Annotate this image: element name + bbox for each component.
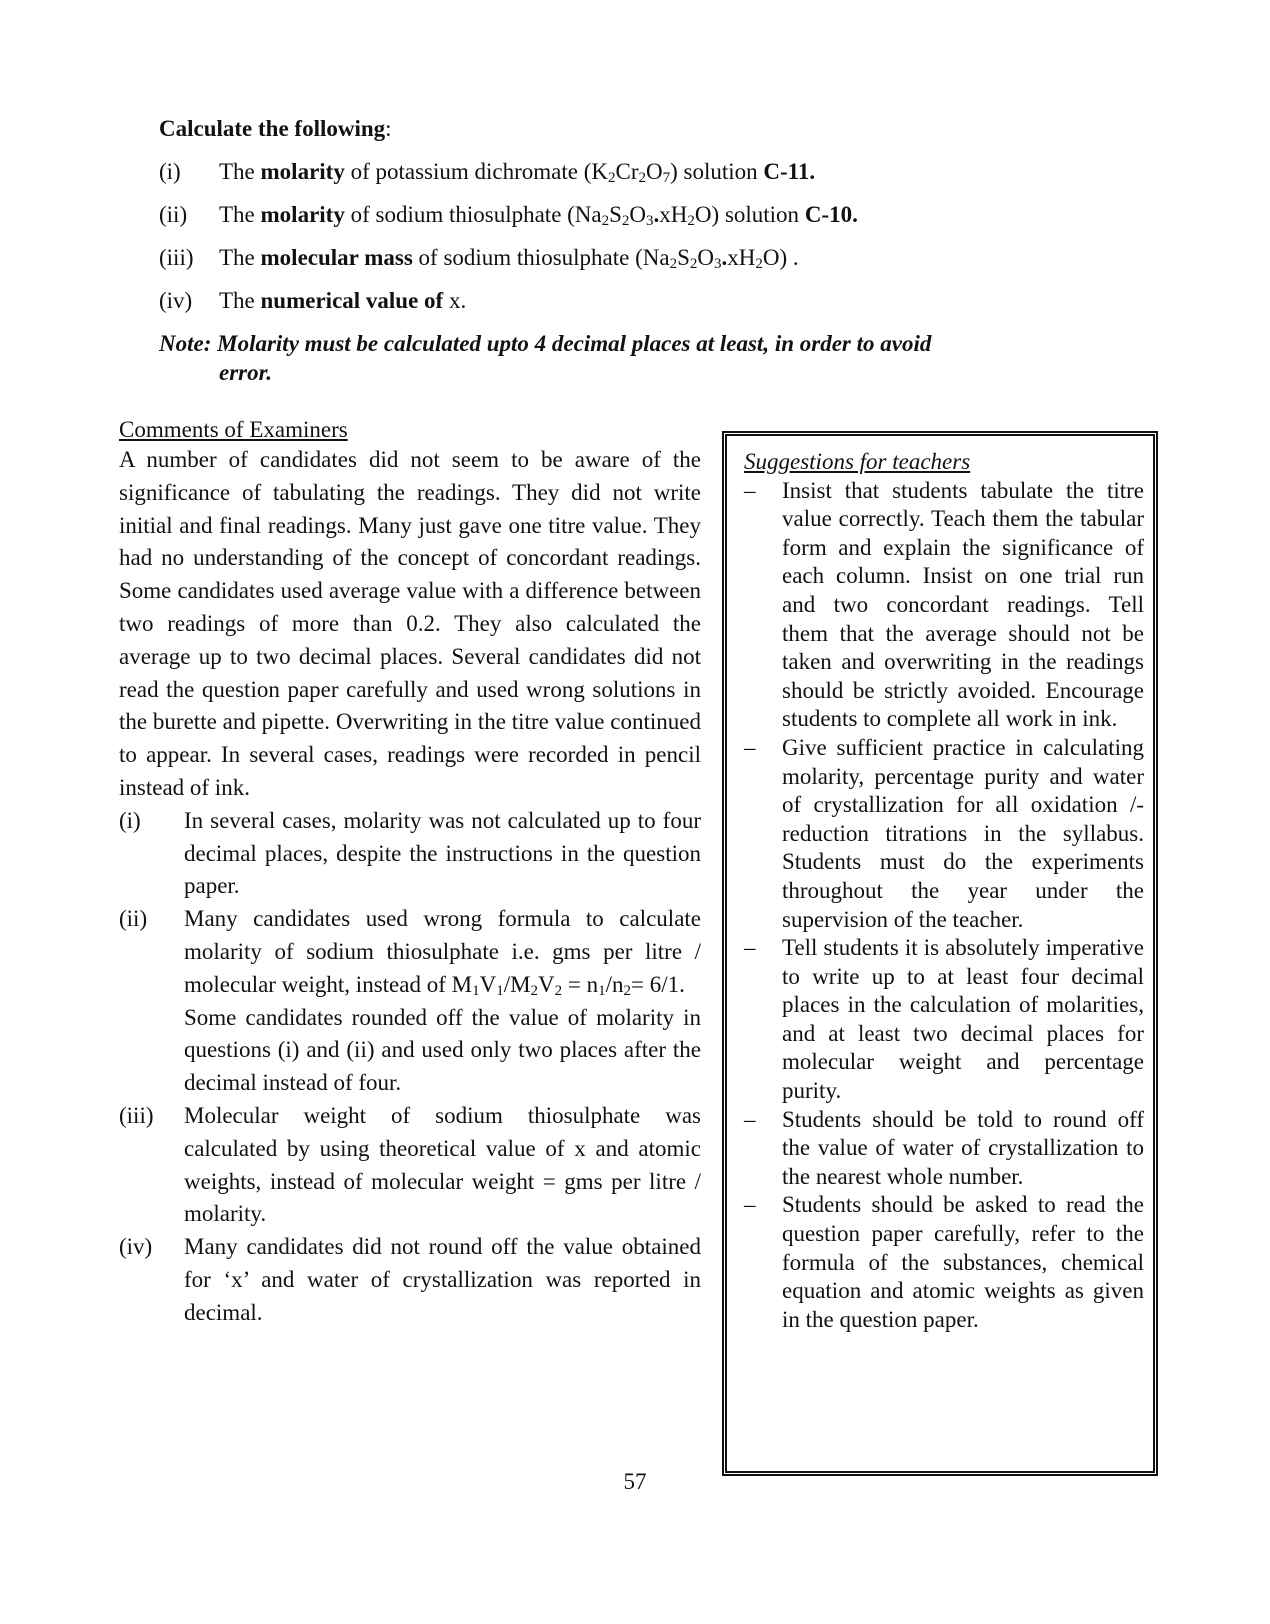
suggestions-box <box>722 431 1158 1476</box>
comment-item-2 <box>119 903 701 1100</box>
suggestion-text: Tell students it is absolutely imperative to write up to at least four decimal places in the calculation of molarities, and at least two decimal places for molecular weight and percentage purity. <box>782 935 1144 1104</box>
item-number: (i) <box>119 807 141 833</box>
comments-heading: Comments of Examiners <box>119 417 348 442</box>
item-number: (ii) <box>119 906 148 932</box>
suggestion-item-2 <box>744 734 1144 934</box>
item-number: (i) <box>159 159 181 184</box>
dash-bullet: – <box>744 734 756 760</box>
suggestion-text: Students should be told to round off the value of water of crystallization to the nearest whole number. <box>782 1106 1144 1189</box>
comments-intro: A number of candidates did not seem to be aware of the significance of tabulating the readings. They did not write initial and final readings. Many just gave one titre value. They had no understanding of the concept of concordant readings. Some candidates used average value with a difference between two readings of more than 0.2. They also calculated the average up to two decimal places. Several candidates did not read the question paper carefully and used wrong solutions in the burette and pipette. Overwriting in the titre value continued to appear. In several cases, readings were recorded in pencil instead of ink. <box>119 447 701 800</box>
suggestion-text: Give sufficient practice in calculating molarity, percentage purity and water of crystallization for all oxidation /-reduction titrations in the syllabus. Students must do the experiments throughout the year under the supervision of the teacher. <box>782 734 1144 932</box>
dash-bullet: – <box>744 935 756 961</box>
comment-text: In several cases, molarity was not calculated up to four decimal places, despite the instructions in the question paper. <box>184 807 701 899</box>
suggestion-text: Insist that students tabulate the titre value correctly. Teach them the tabular form and explain the significance of each column. Insist on one trial run and two concordant readings. Tell them that the average should not be taken and overwriting in the readings should be strictly avoided. Encourage students to complete all work in ink. <box>782 477 1144 732</box>
comment-text-2: Some candidates rounded off the value of molarity in questions (i) and (ii) and used only two places after the decimal instead of four. <box>184 1004 701 1096</box>
calc-item-3: (iii) The molecular mass of sodium thiosulphate $(Na_2S_2O_3.xH_2O)$ . <box>159 245 799 272</box>
calc-item-1: (i) The molarity of potassium dichromate $(K_2Cr_2O_7)$ solution C-11. <box>159 159 816 186</box>
suggestion-item-5 <box>744 1191 1144 1334</box>
suggestion-item-4 <box>744 1106 1144 1192</box>
item-number: (iv) <box>159 288 193 313</box>
comment-item-1 <box>119 805 701 903</box>
calculate-heading: Calculate the following: <box>159 116 392 141</box>
dash-bullet: – <box>744 1106 756 1132</box>
page-number: 57 <box>623 1469 647 1494</box>
suggestions-heading: Suggestions for teachers <box>744 449 971 474</box>
note-line-1: Note: Molarity must be calculated upto 4 decimal places at least, in order to avoid <box>159 331 932 356</box>
suggestions-content <box>744 448 1144 1334</box>
suggestion-item-3 <box>744 934 1144 1106</box>
dash-bullet: – <box>744 477 756 503</box>
suggestion-item-1 <box>744 477 1144 734</box>
calc-item-4: (iv) The numerical value of x. <box>159 286 1059 316</box>
item-number: (iii) <box>119 1102 154 1128</box>
suggestion-text: Students should be asked to read the question paper carefully, refer to the formula of the substances, chemical equation and atomic weights as given in the question paper. <box>782 1192 1144 1332</box>
comment-text: Molecular weight of sodium thiosulphate was calculated by using theoretical value of x and atomic weights, instead of molecular weight = gms per litre / molarity. <box>184 1102 701 1227</box>
comments-of-examiners <box>119 416 701 1330</box>
calculate-section <box>159 114 1059 387</box>
calc-item-2: (ii) The molarity of sodium thiosulphate $(Na_2S_2O_3.xH_2O)$ solution C-10. <box>159 202 858 229</box>
comment-text: Many candidates used wrong formula to calculate molarity of sodium thiosulphate i.e. gms per litre / molecular weight, instead of $M_1V_1/M_2V_2 = n_1/n_2= 6/1$. <box>184 906 701 999</box>
item-number: (iv) <box>119 1234 153 1260</box>
item-number: (ii) <box>159 202 188 227</box>
item-number: (iii) <box>159 245 194 270</box>
dash-bullet: – <box>744 1192 756 1218</box>
note <box>159 329 1059 387</box>
comment-item-4 <box>119 1231 701 1329</box>
comment-item-3 <box>119 1100 701 1231</box>
note-line-2: error. <box>219 360 273 385</box>
comment-text: Many candidates did not round off the value obtained for ‘x’ and water of crystallization was reported in decimal. <box>184 1234 701 1325</box>
